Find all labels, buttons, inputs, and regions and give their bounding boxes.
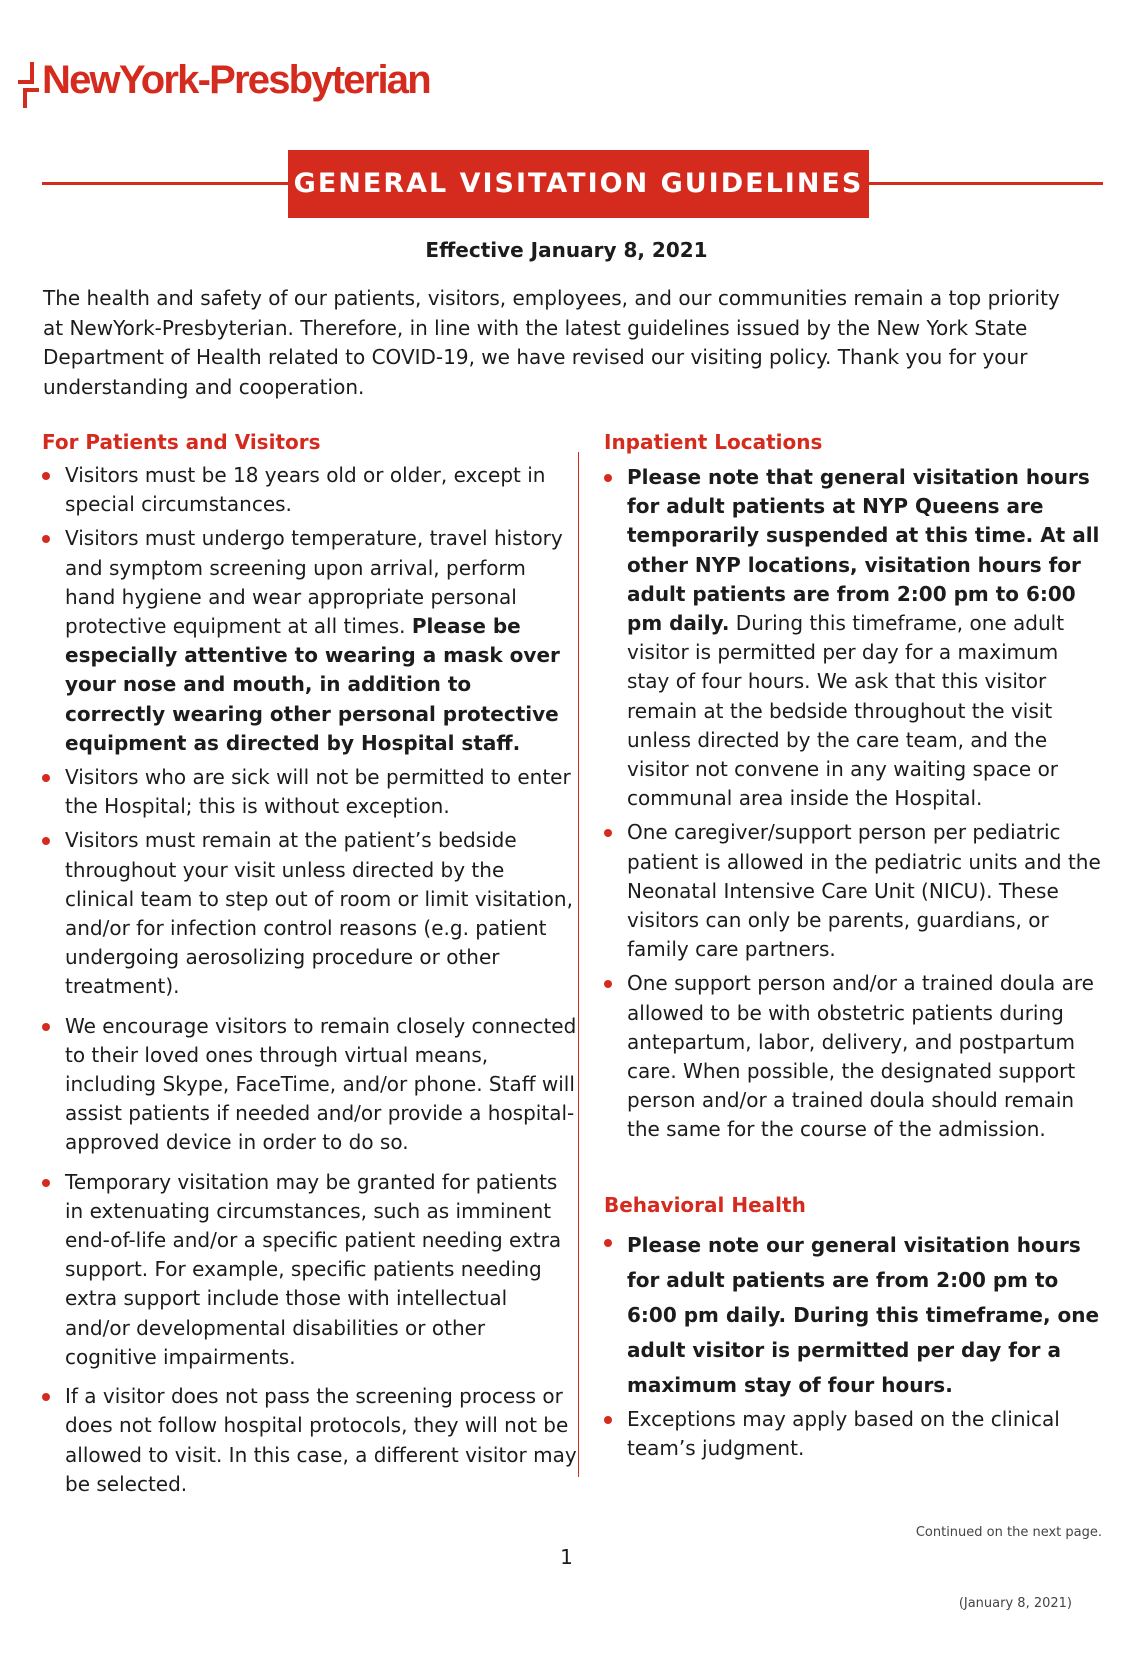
intro-paragraph: The health and safety of our patients, visitors, employees, and our communities remain a top priority at NewYork-Presbyterian. Therefore, in line with the latest guidelines issued by the New York State Department of Health related to COVID-19, we have revised our visiting policy. Thank you for your understanding and cooperation. <box>43 286 1060 399</box>
list-item: If a visitor does not pass the screening process or does not follow hospital protocols, they will not be allowed to visit. In this case, a different visitor may be selected. <box>42 1382 577 1499</box>
list-item: One caregiver/support person per pediatric patient is allowed in the pediatric units and the Neonatal Intensive Care Unit (NICU). These visitors can only be parents, guardians, or family care partners. <box>604 818 1101 964</box>
section-heading-inpatient: Inpatient Locations <box>604 430 823 454</box>
continued-note: Continued on the next page. <box>915 1525 1102 1540</box>
left-column <box>42 428 577 1499</box>
list-item: Visitors who are sick will not be permitted to enter the Hospital; this is without exception. <box>42 763 577 821</box>
list-item: Please note our general visitation hours for adult patients are from 2:00 pm to 6:00 pm daily. During this timeframe, one adult visitor is permitted per day for a maximum stay of four hours. <box>604 1228 1101 1403</box>
behavioral-list <box>604 1228 1101 1463</box>
page-title: GENERAL VISITATION GUIDELINES <box>288 150 869 218</box>
list-item: Visitors must undergo temperature, travel history and symptom screening upon arrival, perform hand hygiene and wear appropriate personal protective equipment at all times. Please be especially attentive to wearing a mask over your nose and mouth, in addition to correctly wearing other personal protective equipment as directed by Hospital staff. <box>42 524 577 758</box>
logo-wordmark: NewYork-Presbyterian <box>42 58 430 102</box>
page-number: 1 <box>560 1545 573 1569</box>
title-rule-left <box>42 182 290 185</box>
logo-mark-icon <box>18 62 40 110</box>
patients-visitors-list <box>42 461 577 1499</box>
list-item: Exceptions may apply based on the clinical team’s judgment. <box>604 1405 1101 1463</box>
inpatient-list <box>604 463 1101 1145</box>
list-item: Visitors must be 18 years old or older, except in special circumstances. <box>42 461 577 519</box>
nyp-logo <box>18 58 488 110</box>
list-item: One support person and/or a trained doula are allowed to be with obstetric patients during antepartum, labor, delivery, and postpartum care. When possible, the designated support person and/or a trained doula should remain the same for the course of the admission. <box>604 969 1101 1144</box>
right-column <box>604 428 1101 1463</box>
section-heading-patients-visitors: For Patients and Visitors <box>42 430 321 454</box>
title-rule-right <box>867 182 1103 185</box>
section-heading-behavioral: Behavioral Health <box>604 1192 806 1217</box>
effective-date: Effective January 8, 2021 <box>425 238 708 262</box>
footer-date: (January 8, 2021) <box>958 1596 1072 1611</box>
list-item: Temporary visitation may be granted for patients in extenuating circumstances, such as imminent end-of-life and/or a specific patient needing extra support. For example, specific patients needing extra support include those with intellectual and/or developmental disabilities or other cognitive impairments. <box>42 1168 577 1372</box>
list-item: Visitors must remain at the patient’s bedside throughout your visit unless directed by the clinical team to step out of room or limit visitation, and/or for infection control reasons (e.g. patient undergoing aerosolizing procedure or other treatment). <box>42 826 577 1001</box>
list-item: We encourage visitors to remain closely connected to their loved ones through virtual means, including Skype, FaceTime, and/or phone. Staff will assist patients if needed and/or provide a hospital-approved device in order to do so. <box>42 1012 577 1158</box>
list-item: Please note that general visitation hours for adult patients at NYP Queens are temporarily suspended at this time. At all other NYP locations, visitation hours for adult patients are from 2:00 pm to 6:00 pm daily. During this timeframe, one adult visitor is permitted per day for a maximum stay of four hours. We ask that this visitor remain at the bedside throughout the visit unless directed by the care team, and the visitor not convene in any waiting space or communal area inside the Hospital. <box>604 463 1101 813</box>
column-divider <box>578 452 579 1477</box>
